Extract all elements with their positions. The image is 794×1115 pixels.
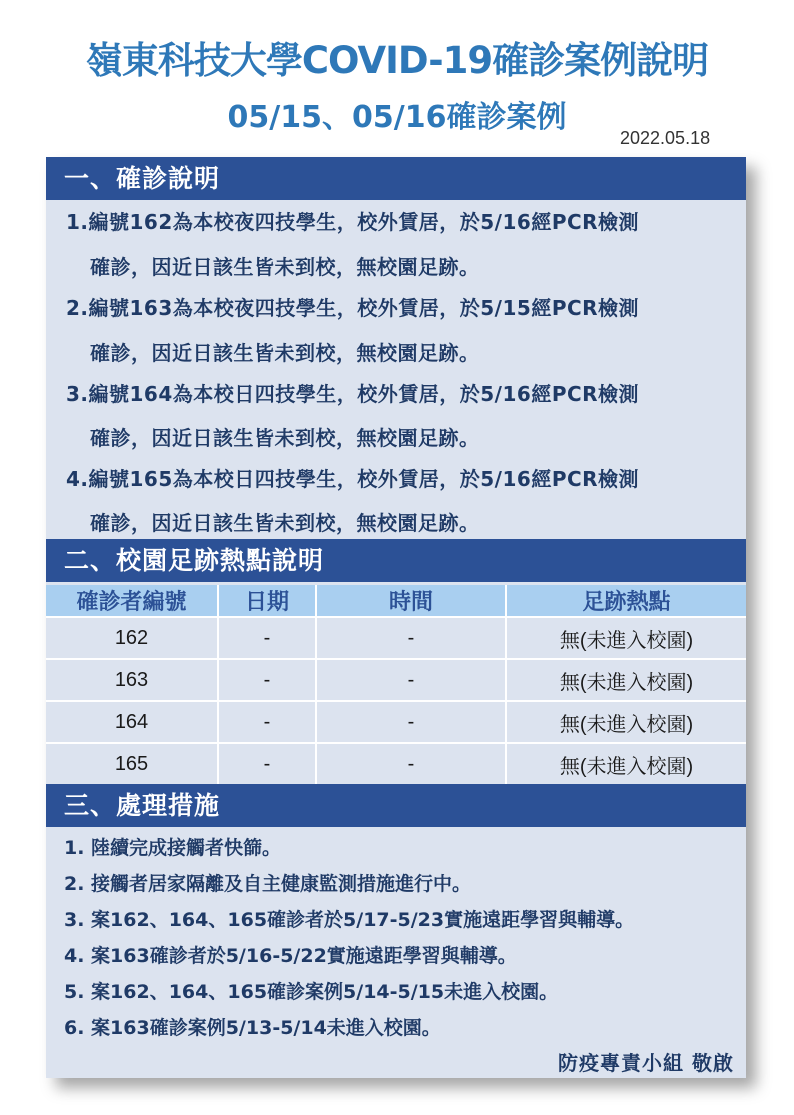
case-3-line-1: 3.編號164為本校日四技學生，校外賃居，於5/16經PCR檢測 <box>66 382 640 406</box>
cell-time: - <box>316 617 506 659</box>
section-header-measures: 三、處理措施 <box>46 784 746 827</box>
column-header-time: 時間 <box>316 585 506 617</box>
measure-item-2: 2. 接觸者居家隔離及自主健康監測措施進行中。 <box>64 873 472 895</box>
cell-time: - <box>316 701 506 743</box>
case-2-line-2: 確診，因近日該生皆未到校，無校園足跡。 <box>90 341 480 365</box>
publish-date: 2022.05.18 <box>620 128 711 148</box>
column-header-hotspot: 足跡熱點 <box>506 585 746 617</box>
case-4-line-2: 確診，因近日該生皆未到校，無校園足跡。 <box>90 511 480 535</box>
cell-hotspot: 無(未進入校園) <box>506 659 746 701</box>
section-header-footprint: 二、校園足跡熱點說明 <box>46 539 746 582</box>
measure-item-3: 3. 案162、164、165確診者於5/17-5/23實施遠距學習與輔導。 <box>64 909 635 931</box>
section-header-diagnosis: 一、確診說明 <box>46 157 746 200</box>
cell-case-id: 163 <box>46 659 218 701</box>
cell-case-id: 164 <box>46 701 218 743</box>
measure-item-6: 6. 案163確診案例5/13-5/14未進入校園。 <box>64 1017 441 1039</box>
table-row <box>46 659 746 701</box>
page-subtitle: 05/15、05/16確診案例 <box>227 100 567 135</box>
cell-hotspot: 無(未進入校園) <box>506 617 746 659</box>
case-1-line-2: 確診，因近日該生皆未到校，無校園足跡。 <box>90 255 480 279</box>
case-2-line-1: 2.編號163為本校夜四技學生，校外賃居，於5/15經PCR檢測 <box>66 296 640 320</box>
cell-hotspot: 無(未進入校園) <box>506 743 746 784</box>
cell-date: - <box>218 701 316 743</box>
column-header-case-id: 確診者編號 <box>46 585 218 617</box>
case-3-line-2: 確診，因近日該生皆未到校，無校園足跡。 <box>90 426 480 450</box>
table-header-row <box>46 585 746 617</box>
measure-item-1: 1. 陸續完成接觸者快篩。 <box>64 837 282 859</box>
page-title: 嶺東科技大學COVID-19確診案例說明 <box>85 39 709 82</box>
cell-date: - <box>218 617 316 659</box>
signature: 防疫專責小組 敬啟 <box>558 1051 734 1075</box>
footprint-table <box>46 585 746 784</box>
table-row <box>46 617 746 659</box>
cell-time: - <box>316 659 506 701</box>
notice-card <box>46 157 746 1078</box>
table-row <box>46 743 746 784</box>
column-header-date: 日期 <box>218 585 316 617</box>
case-1-line-1: 1.編號162為本校夜四技學生，校外賃居，於5/16經PCR檢測 <box>66 210 640 234</box>
cell-hotspot: 無(未進入校園) <box>506 701 746 743</box>
cell-case-id: 162 <box>46 617 218 659</box>
cell-date: - <box>218 659 316 701</box>
case-4-line-1: 4.編號165為本校日四技學生，校外賃居，於5/16經PCR檢測 <box>66 467 640 491</box>
cell-date: - <box>218 743 316 784</box>
cell-time: - <box>316 743 506 784</box>
measure-item-5: 5. 案162、164、165確診案例5/14-5/15未進入校園。 <box>64 981 559 1003</box>
cell-case-id: 165 <box>46 743 218 784</box>
measure-item-4: 4. 案163確診者於5/16-5/22實施遠距學習與輔導。 <box>64 945 517 967</box>
table-row <box>46 701 746 743</box>
